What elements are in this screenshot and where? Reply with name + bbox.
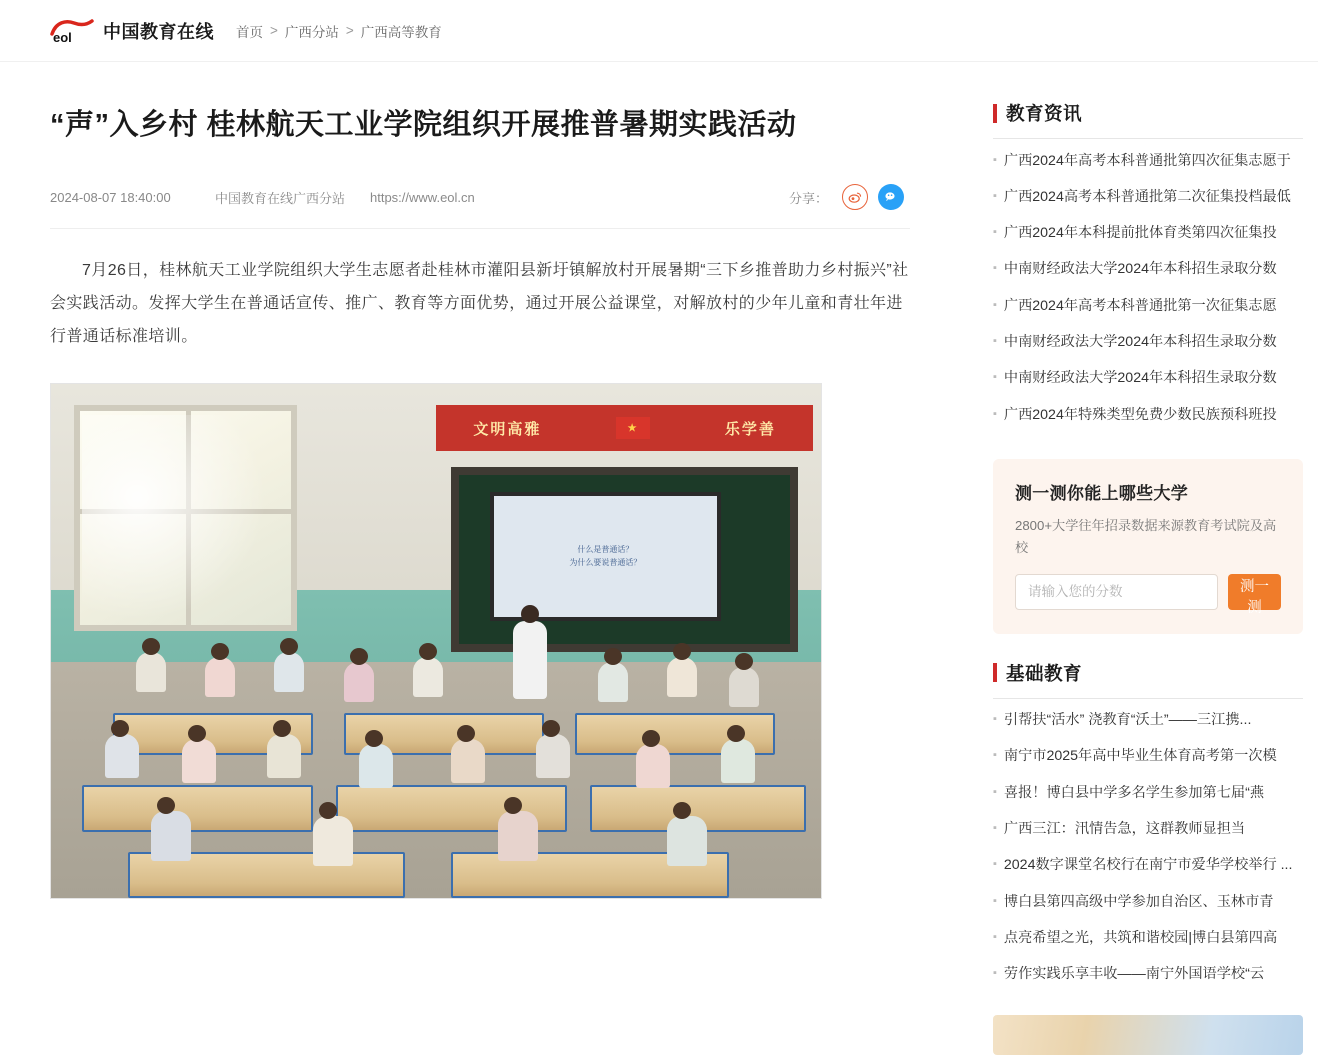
student-figure	[413, 657, 443, 697]
banner-text-left: 文明高雅	[473, 420, 542, 438]
weibo-share-icon[interactable]	[842, 184, 868, 210]
list-item-label: 博白县第四高级中学参加自治区、玉林市青	[1003, 893, 1274, 910]
sidebar-section-basic-header	[993, 660, 1303, 699]
list-item-label: 广西三江：汛情告急，这群教师显担当	[1003, 821, 1246, 838]
list-item[interactable]	[993, 143, 1303, 179]
bullet-icon: ▪	[993, 858, 997, 871]
article-source: 中国教育在线广西分站	[215, 190, 346, 206]
site-logo[interactable]	[50, 18, 214, 44]
list-item-label: 广西2024高考本科普通批第二次征集投档最低	[1003, 188, 1291, 205]
breadcrumb-item-higher-education[interactable]: 广西高等教育	[360, 24, 442, 40]
list-item[interactable]	[993, 288, 1303, 324]
china-flag-icon: ★	[616, 417, 650, 439]
list-item-label: 广西2024年特殊类型免费少数民族预科班投	[1003, 406, 1277, 423]
list-item-label: 中南财经政法大学2024年本科招生录取分数	[1003, 370, 1277, 387]
list-item[interactable]	[993, 739, 1303, 775]
list-item[interactable]	[993, 216, 1303, 252]
student-figure	[136, 652, 166, 692]
score-input[interactable]	[1015, 574, 1218, 610]
score-test-promo	[993, 459, 1303, 633]
student-figure	[498, 811, 538, 861]
bullet-icon: ▪	[993, 189, 997, 202]
student-figure	[274, 652, 304, 692]
classroom-desk	[82, 785, 313, 831]
article-meta	[50, 184, 910, 229]
student-figure	[344, 662, 374, 702]
screen-line-1: 什么是普通话？	[577, 544, 634, 554]
breadcrumb-separator-1: >	[270, 23, 278, 38]
student-figure	[598, 662, 628, 702]
student-figure	[205, 657, 235, 697]
list-item[interactable]	[993, 179, 1303, 215]
banner-text-right: 乐学善	[724, 420, 776, 438]
list-item[interactable]	[993, 848, 1303, 884]
page-title: “声”入乡村 桂林航天工业学院组织开展推普暑期实践活动	[50, 109, 797, 141]
list-item[interactable]	[993, 812, 1303, 848]
article-paragraph: 7月26日，桂林航天工业学院组织大学生志愿者赴桂林市灌阳县新圩镇解放村开展暑期“三下乡推普助力乡村振兴”社会实践活动。发挥大学生在普通话宣传、推广、教育等方面优势，通过开展公益课堂，对解放村的少年儿童和青壮年进行普通话标准培训。	[50, 262, 909, 345]
promo-subtitle: 2800+大学往年招录数据来源教育考试院及高校	[1015, 518, 1277, 555]
bullet-icon: ▪	[993, 713, 997, 726]
screen-line-2: 为什么要说普通话？	[569, 557, 642, 567]
student-figure	[667, 816, 707, 866]
bullet-icon: ▪	[993, 226, 997, 239]
student-figure	[729, 667, 759, 707]
bullet-icon: ▪	[993, 785, 997, 798]
student-figure	[151, 811, 191, 861]
student-figure	[313, 816, 353, 866]
list-item-label: 喜报！博白县中学多名学生参加第七届“燕	[1003, 784, 1265, 801]
bullet-icon: ▪	[993, 407, 997, 420]
list-item-label: 中南财经政法大学2024年本科招生录取分数	[1003, 333, 1277, 350]
list-item-label: 2024数字课堂名校行在南宁市爱华学校举行 ...	[1003, 857, 1293, 874]
article-photo	[50, 383, 822, 899]
list-item-label: 点亮希望之光，共筑和谐校园|博白县第四高	[1003, 929, 1278, 946]
list-item[interactable]	[993, 920, 1303, 956]
list-item-label: 广西2024年本科提前批体育类第四次征集投	[1003, 225, 1277, 242]
article-url: https://www.eol.cn	[370, 189, 475, 205]
article-body	[50, 255, 910, 353]
content-wrapper	[0, 62, 1318, 1055]
student-figure	[182, 739, 216, 783]
list-item[interactable]	[993, 397, 1303, 433]
eol-logo-icon	[50, 18, 94, 44]
section-accent-bar	[993, 663, 997, 682]
sidebar	[993, 62, 1303, 1055]
site-logo-text: 中国教育在线	[103, 21, 214, 42]
list-item[interactable]	[993, 957, 1303, 993]
bullet-icon: ▪	[993, 967, 997, 980]
student-figure	[451, 739, 485, 783]
list-item-label: 广西2024年高考本科普通批第一次征集志愿	[1003, 297, 1277, 314]
breadcrumb-item-home[interactable]: 首页	[236, 24, 263, 40]
basic-education-list	[993, 703, 1303, 993]
list-item[interactable]	[993, 252, 1303, 288]
bullet-icon: ▪	[993, 822, 997, 835]
list-item-label: 中南财经政法大学2024年本科招生录取分数	[1003, 261, 1277, 278]
breadcrumb-item-guangxi[interactable]: 广西分站	[284, 24, 339, 40]
student-figure	[721, 739, 755, 783]
news-list	[993, 143, 1303, 433]
bullet-icon: ▪	[993, 262, 997, 275]
breadcrumb-separator-2: >	[345, 23, 354, 38]
promo-title: 测一测你能上哪些大学	[1015, 484, 1188, 504]
window-light-glow	[82, 415, 267, 621]
classroom-projection-screen	[490, 492, 721, 621]
section-accent-bar	[993, 104, 997, 123]
list-item-label: 南宁市2025年高中毕业生体育高考第一次模	[1003, 748, 1277, 765]
list-item-label: 劳作实践乐享丰收——南宁外国语学校“云	[1003, 966, 1265, 983]
list-item[interactable]	[993, 324, 1303, 360]
student-figure	[267, 734, 301, 778]
list-item[interactable]	[993, 361, 1303, 397]
list-item-label: 引帮扶“活水” 浇教育“沃土”——三江携...	[1003, 712, 1252, 729]
share-label: 分享：	[788, 190, 828, 206]
bullet-icon: ▪	[993, 334, 997, 347]
bullet-icon: ▪	[993, 371, 997, 384]
bullet-icon: ▪	[993, 153, 997, 166]
bullet-icon: ▪	[993, 749, 997, 762]
sidebar-section-news-title: 教育资讯	[1006, 103, 1083, 124]
sidebar-ad-banner[interactable]	[993, 1015, 1303, 1055]
classroom-banner	[436, 405, 813, 451]
share-area	[789, 184, 910, 210]
list-item[interactable]	[993, 775, 1303, 811]
score-test-button[interactable]: 测一测	[1228, 574, 1281, 610]
article-date: 2024-08-07 18:40:00	[50, 189, 171, 205]
bullet-icon: ▪	[993, 930, 997, 943]
list-item[interactable]	[993, 703, 1303, 739]
teacher-figure	[513, 621, 547, 699]
student-figure	[536, 734, 570, 778]
sidebar-section-news-header	[993, 100, 1303, 139]
bullet-icon: ▪	[993, 298, 997, 311]
list-item-label: 广西2024年高考本科普通批第四次征集志愿于	[1003, 152, 1291, 169]
wechat-share-icon[interactable]	[878, 184, 904, 210]
bullet-icon: ▪	[993, 894, 997, 907]
student-figure	[636, 744, 670, 788]
student-figure	[667, 657, 697, 697]
breadcrumb	[236, 21, 442, 41]
site-header	[0, 0, 1318, 62]
sidebar-section-basic	[993, 660, 1303, 993]
sidebar-section-basic-title: 基础教育	[1006, 662, 1083, 684]
svg-text:eol: eol	[53, 29, 72, 44]
promo-form	[1015, 574, 1281, 616]
student-figure	[359, 744, 393, 788]
article-column	[50, 62, 910, 1055]
student-figure	[105, 734, 139, 778]
